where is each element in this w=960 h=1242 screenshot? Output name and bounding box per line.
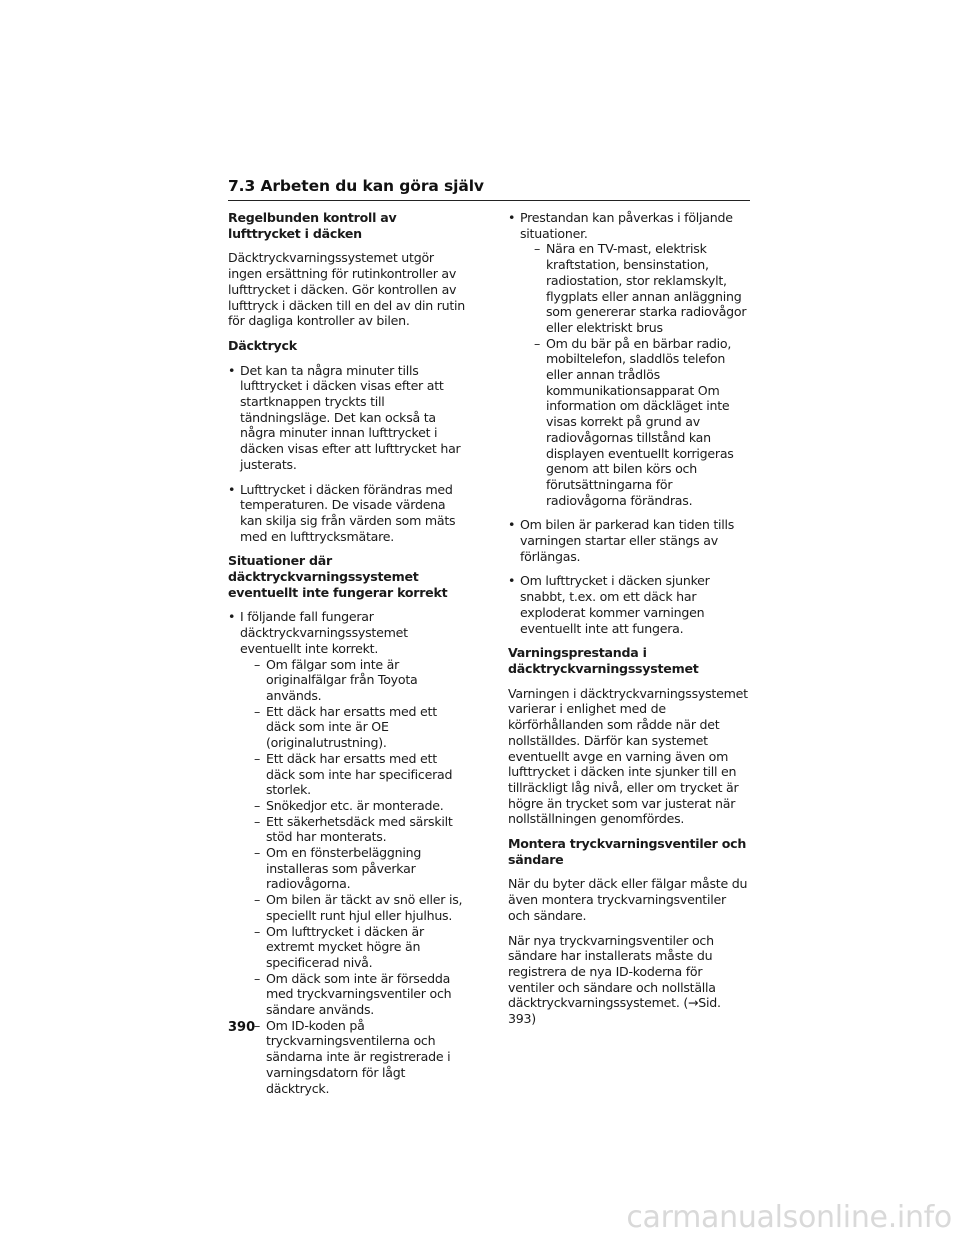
sub-item <box>520 336 750 509</box>
sub-list <box>240 657 468 1097</box>
dash-mark: – <box>534 241 541 257</box>
bullet-text: Det kan ta några minuter tills lufttrycket i däcken visas efter att startknappen tryckts till tändningsläge. Det kan också ta några minuter innan lufttrycket i däcken visas efter att lufttrycket har justerats. <box>240 362 461 472</box>
dash-mark: – <box>254 970 261 986</box>
sub-item <box>240 845 468 892</box>
sub-text: Om fälgar som inte är originalfälgar från Toyota används. <box>266 656 418 703</box>
sub-item <box>240 657 468 704</box>
page-number: 390 <box>228 1020 256 1035</box>
dash-mark: – <box>534 335 541 351</box>
dash-mark: – <box>254 1017 261 1033</box>
sub-text: Om du bär på en bärbar radio, mobiltelefon, sladdlös telefon eller annan trådlös kommunikationsapparat Om information om däckläget inte visas korrekt på grund av radiovågornas tillstånd kan displayen eventuellt korrigeras genom att bilen körs och förutsättningarna för radiovågorna förändras. <box>546 335 734 508</box>
bullet-text: I följande fall fungerar däcktryckvarningssystemet eventuellt inte korrekt. <box>240 609 408 656</box>
heading-malfunction-situations: Situationer där däcktryckvarningssystemet eventuellt inte fungerar korrekt <box>228 553 448 600</box>
sub-item <box>240 892 468 923</box>
sub-text: Ett däck har ersatts med ett däck som inte är OE (originalutrustning). <box>266 703 437 751</box>
bullet-mark: • <box>508 517 516 533</box>
paragraph-mount-valves: När du byter däck eller fälgar måste du även montera tryckvarningsventiler och sändare. <box>508 876 748 923</box>
bullet-text: Om lufttrycket i däcken sjunker snabbt, t.ex. om ett däck har exploderat kommer varningen eventuellt inte att fungera. <box>520 573 710 636</box>
left-column <box>228 210 468 1105</box>
bullet-mark: • <box>228 609 236 625</box>
bullet-item <box>508 573 750 636</box>
paragraph-warning-performance: Varningen i däcktryckvarningssystemet varierar i enlighet med de körförhållanden som rådde när det nollställdes. Därför kan systemet eventuellt avge en varning även om lufttrycket i däcken inte sjunker till en tillräckligt låg nivå, eller om trycket är högre än trycket som var justerat när nollställningen genomfördes. <box>508 685 748 827</box>
sub-item <box>240 924 468 971</box>
sub-list <box>520 241 750 508</box>
heading-warning-performance: Varningsprestanda i däcktryckvarningssystemet <box>508 645 699 676</box>
sub-text: Om ID-koden på tryckvarningsventilerna och sändarna inte är registrerade i varningsdatorn för lågt däcktryck. <box>266 1017 451 1096</box>
sub-item <box>520 241 750 335</box>
heading-regular-check: Regelbunden kontroll av lufttrycket i däcken <box>228 210 397 241</box>
sub-text: Ett däck har ersatts med ett däck som inte har specificerad storlek. <box>266 750 453 798</box>
bullet-item <box>228 609 468 1096</box>
sub-item <box>240 1018 468 1097</box>
sub-item <box>240 798 468 814</box>
bullet-mark: • <box>228 481 236 497</box>
bullet-item <box>508 210 750 508</box>
heading-tire-pressure: Däcktryck <box>228 337 297 353</box>
dash-mark: – <box>254 703 261 719</box>
dash-mark: – <box>254 813 261 829</box>
dash-mark: – <box>254 656 261 672</box>
right-column <box>508 210 750 1036</box>
bullet-mark: • <box>228 362 236 378</box>
paragraph-regular-check: Däcktryckvarningssystemet utgör ingen ersättning för rutinkontroller av lufttrycket i däcken. Gör kontrollen av lufttryck i däcken till en del av din rutin för dagliga kontroller av bilen. <box>228 250 466 329</box>
bullet-mark: • <box>508 210 516 225</box>
sub-text: Om en fönsterbeläggning installeras som påverkar radiovågorna. <box>266 845 422 892</box>
bullet-item <box>228 363 468 473</box>
bullet-item <box>508 517 750 564</box>
dash-mark: – <box>254 750 261 766</box>
watermark: carmanualsonline.info <box>626 1200 952 1235</box>
heading-mount-valves: Montera tryckvarningsventiler och sändare <box>508 836 747 867</box>
sub-item <box>240 814 468 845</box>
paragraph-register-ids: När nya tryckvarningsventiler och sändare har installerats måste du registrera de nya ID-koderna för ventiler och sändare och nollställa däcktryckvarningssystemet. (→Sid. 393) <box>508 932 721 1027</box>
bullet-item <box>228 482 468 545</box>
bullet-text: Prestandan kan påverkas i följande situationer. <box>520 210 733 241</box>
bullet-mark: • <box>508 573 516 589</box>
sub-text: Om däck som inte är försedda med tryckvarningsventiler och sändare används. <box>266 970 452 1018</box>
sub-text: Nära en TV-mast, elektrisk kraftstation, bensinstation, radiostation, stor reklamskylt, flygplats eller annan anläggning som genererar starka radiovågor eller elektriskt brus <box>546 241 747 335</box>
section-header <box>228 176 750 201</box>
sub-text: Om bilen är täckt av snö eller is, speciellt runt hjul eller hjulhus. <box>266 892 463 923</box>
sub-text: Om lufttrycket i däcken är extremt mycket högre än specificerad nivå. <box>266 923 424 970</box>
dash-mark: – <box>254 892 261 908</box>
sub-text: Ett säkerhetsdäck med särskilt stöd har monterats. <box>266 813 453 845</box>
dash-mark: – <box>254 923 261 939</box>
section-title: 7.3 Arbeten du kan göra själv <box>228 177 484 195</box>
dash-mark: – <box>254 797 261 813</box>
dash-mark: – <box>254 845 261 861</box>
sub-text: Snökedjor etc. är monterade. <box>266 797 444 813</box>
sub-item <box>240 971 468 1018</box>
bullet-text: Lufttrycket i däcken förändras med temperaturen. De visade värdena kan skilja sig från värden som mäts med en lufttrycksmätare. <box>240 481 456 544</box>
sub-item <box>240 751 468 798</box>
sub-item <box>240 704 468 751</box>
bullet-text: Om bilen är parkerad kan tiden tills varningen startar eller stängs av förlängas. <box>520 517 735 564</box>
